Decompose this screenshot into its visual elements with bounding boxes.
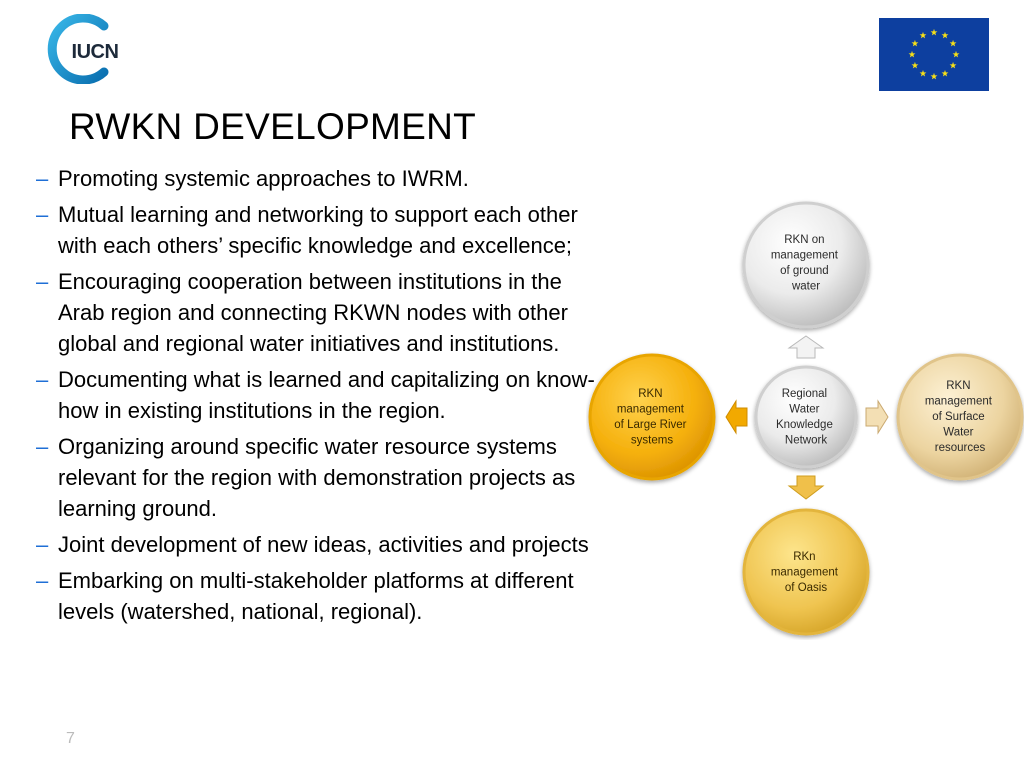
bullet-list	[36, 163, 596, 632]
arrow-down-icon	[789, 476, 823, 499]
bullet-item	[36, 565, 596, 627]
svg-text:Regional Water Kno: Regional Water Knowledge Network	[775, 388, 833, 447]
dash-icon: –	[36, 202, 49, 227]
bullet-item	[36, 364, 596, 426]
logo-text: IUCN	[71, 41, 119, 63]
arrow-up-icon	[789, 336, 823, 358]
bullet-text: Promoting systemic approaches to IWRM.	[58, 166, 469, 191]
dash-icon: –	[36, 568, 49, 593]
bullet-item	[36, 529, 596, 560]
arrow-left-icon	[726, 401, 747, 433]
iucn-logo	[46, 14, 124, 84]
dash-icon: –	[36, 269, 49, 294]
page-title: RWKN DEVELOPMENT	[69, 106, 477, 147]
bullet-text: Embarking on multi-stakeholder platforms at different levels (watershed, national, regional).	[58, 568, 574, 624]
bullet-text: Documenting what is learned and capitalizing on know-how in existing institutions in the region.	[58, 367, 595, 423]
dash-icon: –	[36, 434, 49, 459]
node-left	[590, 355, 714, 479]
bullet-item	[36, 199, 596, 261]
dash-icon: –	[36, 532, 49, 557]
svg-text:RKn management of: RKn management of Oasis	[770, 551, 838, 594]
node-center	[756, 367, 856, 467]
dash-icon: –	[36, 367, 49, 392]
network-diagram	[586, 198, 1024, 640]
bullet-item	[36, 431, 596, 524]
bullet-text: Joint development of new ideas, activities and projects	[58, 532, 589, 557]
node-bottom	[744, 510, 868, 634]
svg-text:RKN on management: RKN on management of ground water	[770, 234, 838, 293]
dash-icon: –	[36, 166, 49, 191]
bullet-text: Encouraging cooperation between institutions in the Arab region and connecting RKWN nodes with other global and regional water initiatives and institutions.	[58, 269, 568, 356]
eu-flag-icon	[879, 18, 989, 91]
bullet-item	[36, 163, 596, 194]
bullet-text: Organizing around specific water resource systems relevant for the region with demonstration projects as learning ground.	[58, 434, 576, 521]
slide-number: 7	[66, 730, 75, 747]
node-right	[898, 355, 1022, 479]
svg-text:RKN management of: RKN management of Surface Water resources	[924, 380, 992, 454]
arrow-right-icon	[866, 401, 888, 433]
bullet-item	[36, 266, 596, 359]
node-top	[744, 203, 868, 327]
svg-text:RKN management of: RKN management of Large River systems	[614, 388, 687, 447]
bullet-text: Mutual learning and networking to support each other with each others’ specific knowledge and excellence;	[58, 202, 578, 258]
